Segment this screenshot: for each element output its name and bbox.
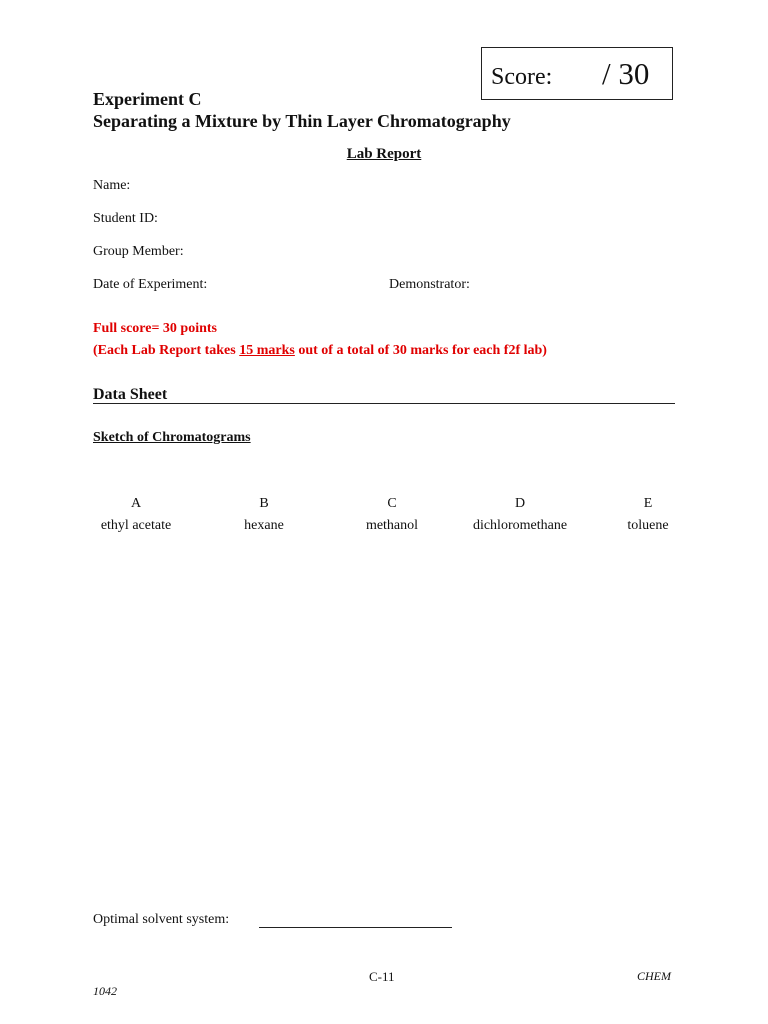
column-solvent: hexane (244, 518, 284, 533)
marks-note-marks: 15 marks (239, 343, 295, 358)
marks-note-post: out of a total of 30 marks for each f2f lab) (294, 343, 547, 358)
date-field-label: Date of Experiment: (93, 277, 208, 292)
column-letter: C (387, 496, 397, 511)
student-id-field-label: Student ID: (93, 211, 158, 226)
score-total: / 30 (602, 56, 650, 91)
column-letter: A (130, 496, 142, 511)
optimal-solvent-label: Optimal solvent system: (93, 912, 230, 927)
column-solvent: ethyl acetate (100, 518, 172, 533)
footer-chem: CHEM (637, 969, 671, 983)
lab-report-heading: Lab Report (346, 146, 422, 162)
experiment-subtitle: Separating a Mixture by Thin Layer Chromatography (93, 111, 511, 131)
group-member-field-label: Group Member: (93, 244, 184, 259)
column-letter: E (643, 496, 653, 511)
data-sheet-rule (93, 403, 675, 404)
experiment-title: Experiment C (93, 89, 202, 109)
marks-note-pre: (Each Lab Report takes (93, 343, 240, 358)
column-solvent: methanol (365, 518, 419, 533)
column-letter: D (514, 496, 526, 511)
sketch-heading: Sketch of Chromatograms (93, 430, 251, 445)
column-solvent: toluene (627, 518, 669, 533)
full-score-note: Full score= 30 points (93, 321, 218, 336)
column-solvent: dichloromethane (472, 518, 568, 533)
column-letter: B (259, 496, 269, 511)
footer-course-number: 1042 (93, 984, 117, 998)
page-number: C-11 (369, 969, 395, 984)
data-sheet-heading: Data Sheet (93, 386, 168, 403)
marks-note (93, 343, 547, 359)
score-box (481, 47, 673, 100)
demonstrator-field-label: Demonstrator: (389, 277, 470, 292)
name-field-label: Name: (93, 178, 131, 193)
score-label: Score: (491, 64, 553, 90)
optimal-solvent-blank[interactable] (259, 927, 452, 928)
